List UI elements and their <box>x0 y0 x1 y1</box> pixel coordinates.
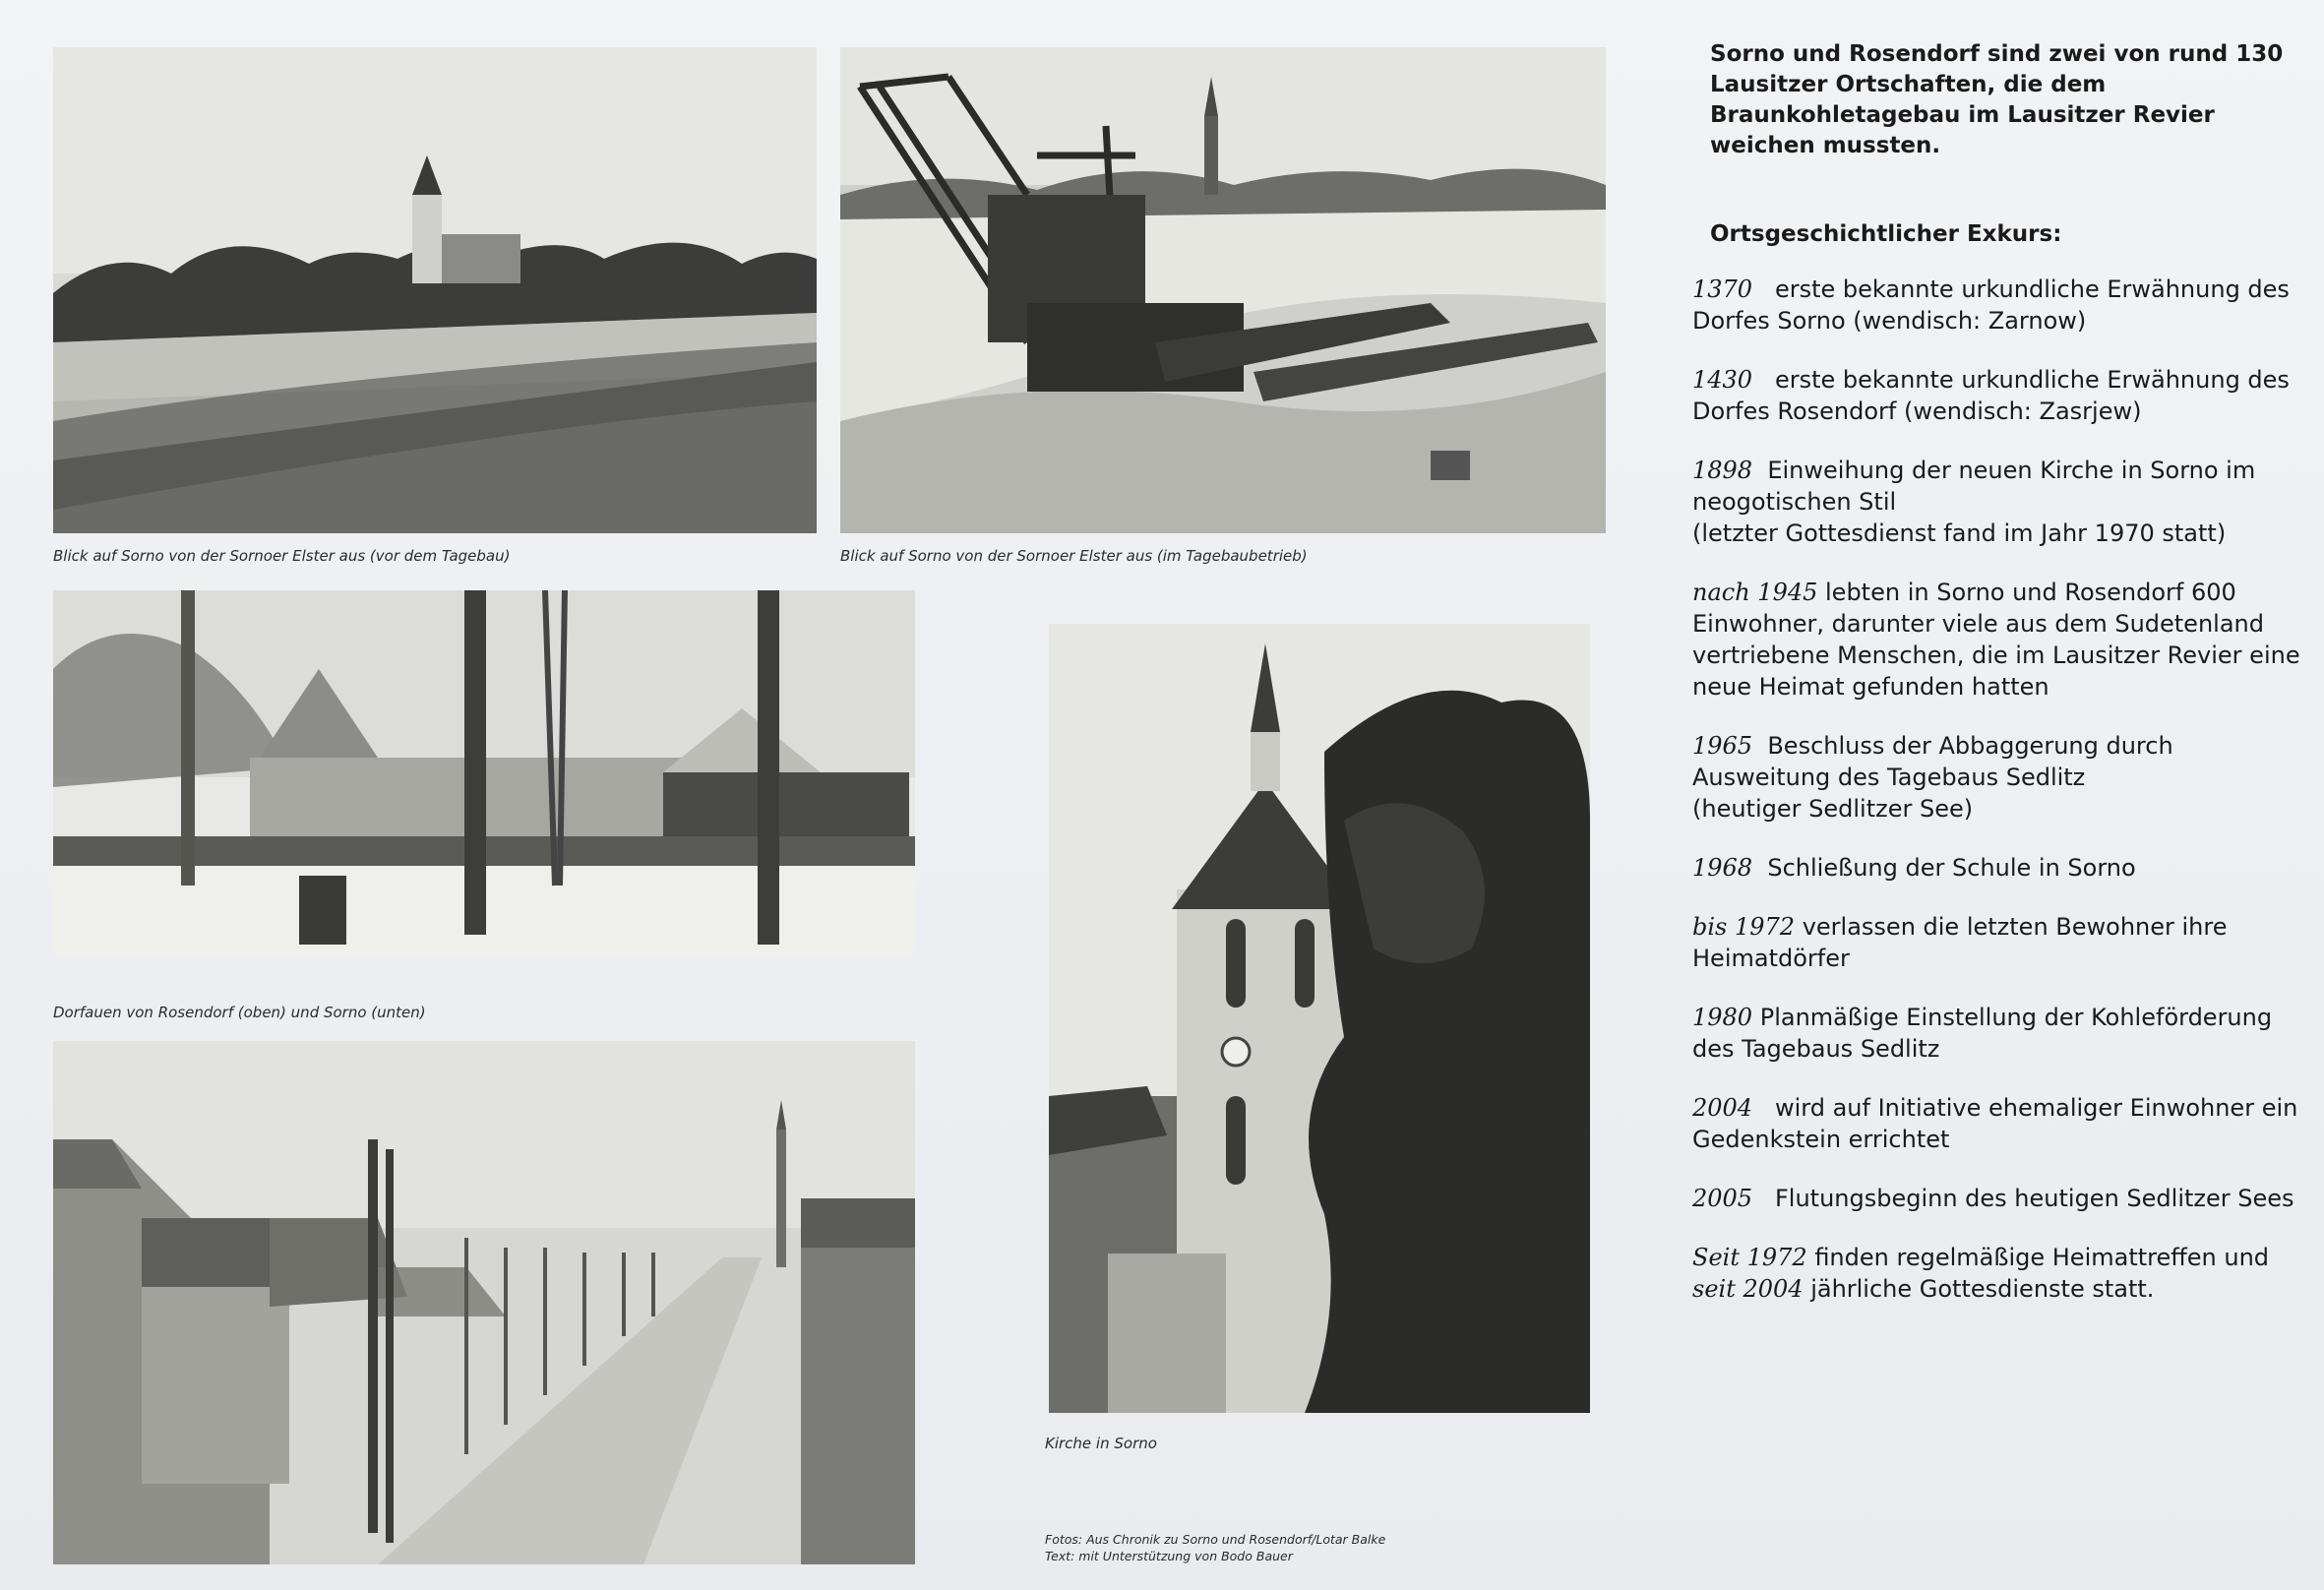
photo-credits <box>1045 1531 1385 1564</box>
entry-text: Beschluss der Abbaggerung durch <box>1767 732 2173 760</box>
entry-text: verlassen die letzten Bewohner ihre <box>1802 913 2228 941</box>
entry-text: (letzter Gottesdienst fand im Jahr 1970 statt) <box>1692 520 2227 547</box>
entry-year: 1968 <box>1692 854 1753 882</box>
entry-text: Einwohner, darunter viele aus dem Sudetenland <box>1692 610 2264 638</box>
intro-paragraph: Sorno und Rosendorf sind zwei von rund 130 Lausitzer Ortschaften, die dem Braunkohletagebau im Lausitzer Revier weichen mussten. <box>1710 41 2284 158</box>
entry-year: 2005 <box>1692 1185 1753 1212</box>
history-entry <box>1692 1183 2302 1214</box>
entry-year: 2004 <box>1692 1094 1753 1122</box>
credits-text: Text: mit Unterstützung von Bodo Bauer <box>1045 1549 1293 1563</box>
entry-year: nach 1945 <box>1692 579 1818 606</box>
photo-caption: Kirche in Sorno <box>1045 1435 1157 1452</box>
entry-text: Dorfes Sorno (wendisch: Zarnow) <box>1692 307 2087 335</box>
entry-text: Schließung der Schule in Sorno <box>1767 854 2136 882</box>
photo-caption: Dorfauen von Rosendorf (oben) und Sorno (unten) <box>53 1004 426 1021</box>
history-text-column <box>1692 39 2302 1332</box>
entry-text: Heimatdörfer <box>1692 945 1850 972</box>
photo-sorno-before-mining-image <box>53 47 817 533</box>
entry-text: neogotischen Stil <box>1692 488 1897 516</box>
entry-year: 1898 <box>1692 457 1753 484</box>
history-entry <box>1692 274 2302 336</box>
photo-village-green-winter-image <box>53 590 915 956</box>
entry-text: Einweihung der neuen Kirche in Sorno im <box>1767 457 2256 484</box>
history-entry <box>1692 577 2302 703</box>
entry-text: vertriebene Menschen, die im Lausitzer Revier eine <box>1692 642 2300 669</box>
entry-year: 1980 <box>1692 1004 1753 1031</box>
entry-text: jährliche Gottesdienste statt. <box>1810 1275 2155 1303</box>
closing-paragraph <box>1692 1242 2302 1305</box>
entry-year: seit 2004 <box>1692 1275 1804 1303</box>
photo-church-sorno <box>1049 624 1590 1413</box>
history-entry <box>1692 364 2302 427</box>
photo-village-street-image <box>53 1041 915 1564</box>
section-heading: Ortsgeschichtlicher Exkurs: <box>1710 221 2062 247</box>
entry-year: 1430 <box>1692 366 1753 394</box>
entry-text: Gedenkstein errichtet <box>1692 1126 1950 1153</box>
entry-text: erste bekannte urkundliche Erwähnung des <box>1774 366 2290 394</box>
entry-text: finden regelmäßige Heimattreffen und <box>1814 1244 2270 1271</box>
entry-text: Dorfes Rosendorf (wendisch: Zasrjew) <box>1692 398 2142 425</box>
photo-caption: Blick auf Sorno von der Sornoer Elster aus (im Tagebaubetrieb) <box>840 547 1308 565</box>
history-entry <box>1692 852 2302 884</box>
history-entry <box>1692 1002 2302 1065</box>
entry-text: neue Heimat gefunden hatten <box>1692 673 2049 701</box>
entry-text: lebten in Sorno und Rosendorf 600 <box>1825 579 2236 606</box>
history-entry <box>1692 455 2302 549</box>
entry-text: (heutiger Sedlitzer See) <box>1692 795 1974 823</box>
entry-text: wird auf Initiative ehemaliger Einwohner ein <box>1774 1094 2298 1122</box>
entry-year: bis 1972 <box>1692 913 1796 941</box>
photo-caption: Blick auf Sorno von der Sornoer Elster aus (vor dem Tagebau) <box>53 547 511 565</box>
entry-text: erste bekannte urkundliche Erwähnung des <box>1774 275 2290 303</box>
photo-village-street <box>53 1041 915 1564</box>
photo-church-sorno-image <box>1049 624 1590 1413</box>
entry-year: 1965 <box>1692 732 1753 760</box>
entry-text: Flutungsbeginn des heutigen Sedlitzer Sees <box>1774 1185 2294 1212</box>
history-entry <box>1692 730 2302 825</box>
photo-sorno-mining-operation-image <box>840 47 1606 533</box>
photo-village-green-winter <box>53 590 915 956</box>
entry-text: Planmäßige Einstellung der Kohleförderung <box>1759 1004 2273 1031</box>
history-entry <box>1692 1092 2302 1155</box>
photo-sorno-before-mining <box>53 47 817 533</box>
entry-text: Ausweitung des Tagebaus Sedlitz <box>1692 764 2086 791</box>
credits-photos: Fotos: Aus Chronik zu Sorno und Rosendorf/Lotar Balke <box>1045 1532 1386 1547</box>
entry-year: 1370 <box>1692 275 1753 303</box>
entry-text: des Tagebaus Sedlitz <box>1692 1035 1940 1063</box>
entry-year: Seit 1972 <box>1692 1244 1807 1271</box>
photo-sorno-mining-operation <box>840 47 1606 533</box>
history-entry <box>1692 911 2302 974</box>
